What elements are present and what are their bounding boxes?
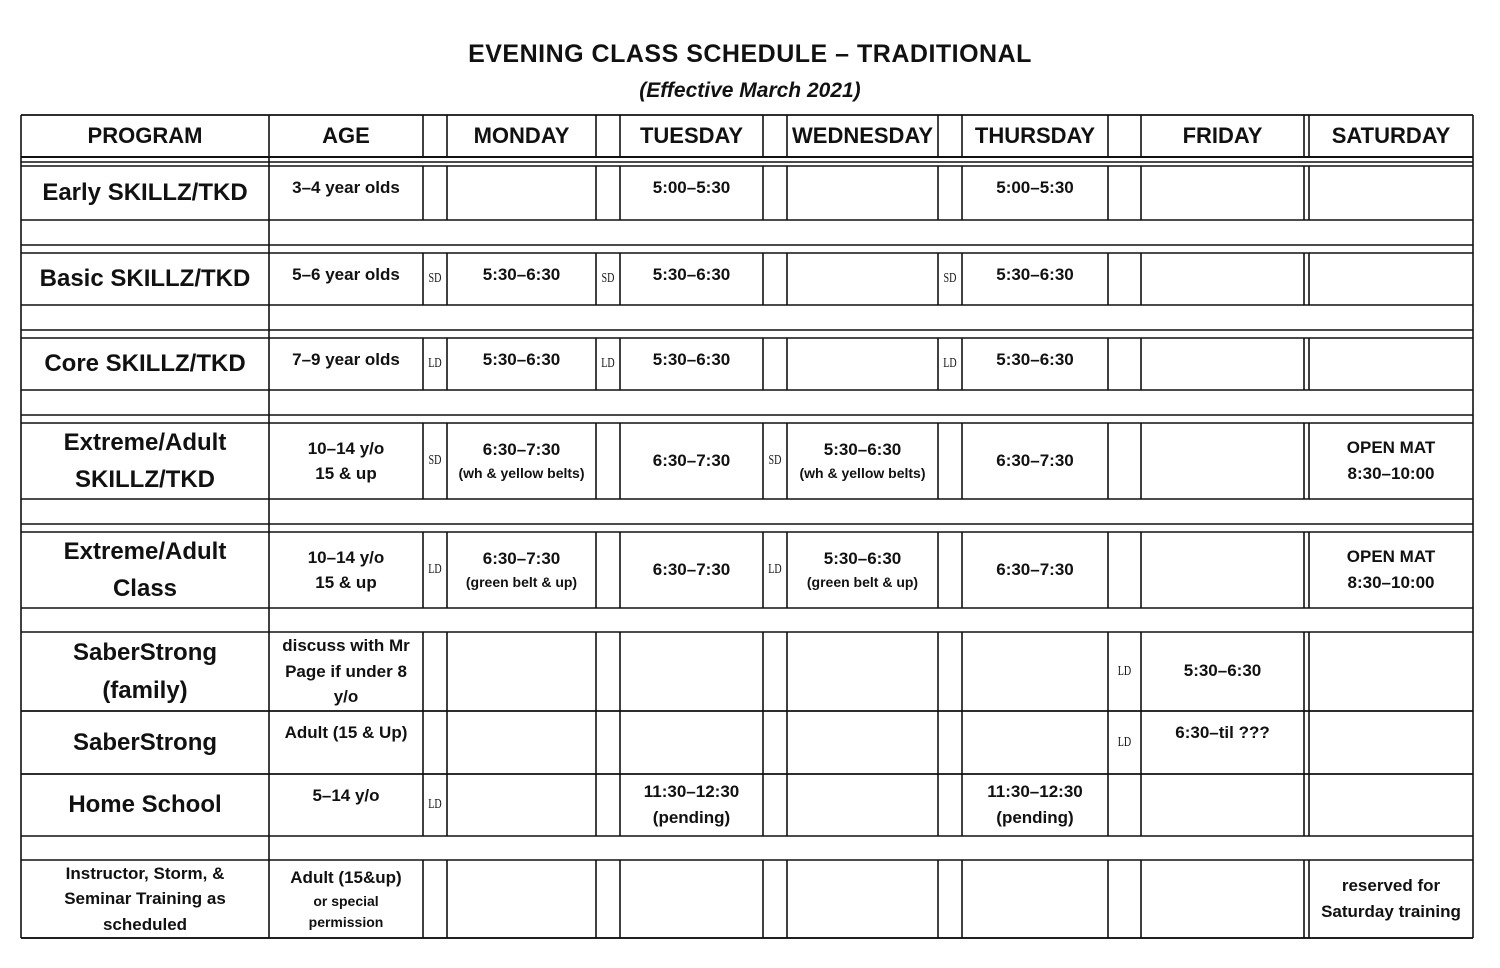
class-time-thu-line: 6:30–7:30	[996, 450, 1074, 470]
location-mark-fri	[1113, 711, 1137, 774]
class-time-sat-text	[1347, 544, 1435, 597]
header-thursday-text: THURSDAY	[974, 122, 1096, 148]
location-mark-mon-text: LD	[428, 562, 442, 578]
header-wednesday-text: WEDNESDAY	[792, 122, 933, 148]
class-time-sat	[1309, 532, 1473, 608]
location-mark-wed	[766, 423, 783, 499]
program-name-text	[68, 786, 221, 823]
class-time-tue-line: (pending)	[652, 808, 731, 827]
header-program	[21, 115, 269, 157]
class-time-tue	[620, 253, 763, 305]
location-mark-mon	[426, 532, 443, 608]
location-mark-tue	[599, 253, 616, 305]
class-time-wed-text	[799, 437, 925, 485]
age-range-line: 3–4 year olds	[292, 178, 400, 197]
location-mark-tue	[599, 338, 616, 390]
program-name-line: Extreme/Adult	[63, 537, 227, 565]
class-time-tue-text	[644, 779, 739, 832]
class-time-sat-line: Saturday training	[1321, 902, 1461, 921]
age-range-line: 7–9 year olds	[292, 350, 400, 369]
class-time-wed-text	[807, 546, 918, 594]
program-name-line: Early SKILLZ/TKD	[42, 179, 248, 207]
class-time-tue	[620, 423, 763, 499]
class-time-tue	[620, 338, 763, 390]
class-time-thu	[962, 166, 1108, 220]
program-name-line: scheduled	[102, 914, 188, 934]
header-age-text: AGE	[322, 122, 370, 148]
class-time-thu-text	[996, 557, 1074, 583]
class-time-sat-text	[1321, 873, 1461, 926]
location-mark-mon-text: SD	[428, 453, 442, 469]
class-time-mon-line: 6:30–7:30	[482, 439, 561, 459]
program-name	[21, 338, 269, 390]
program-name	[21, 711, 269, 774]
class-time-tue-line: 6:30–7:30	[652, 450, 731, 470]
class-time-thu-line: (pending)	[996, 808, 1074, 827]
program-name	[21, 166, 269, 220]
location-mark-mon	[426, 774, 443, 836]
age-range-text	[292, 262, 400, 288]
age-range-line: y/o	[333, 687, 359, 707]
class-time-tue	[620, 774, 763, 836]
class-time-tue-text	[653, 557, 731, 583]
class-time-sat-line: OPEN MAT	[1346, 437, 1436, 457]
location-mark-fri-text: LD	[1117, 663, 1132, 679]
class-time-fri	[1141, 632, 1304, 711]
class-time-thu-text	[996, 175, 1074, 201]
program-name-line: Core SKILLZ/TKD	[44, 350, 246, 378]
class-time-wed	[787, 423, 938, 499]
age-range	[269, 774, 423, 836]
age-range-line: Adult (15&up)	[290, 868, 402, 888]
program-name-text	[44, 345, 245, 382]
class-time-wed-line: 5:30–6:30	[823, 548, 902, 568]
program-name-line: (family)	[102, 676, 188, 704]
class-time-wed-line: (green belt & up)	[806, 574, 919, 591]
program-name-line: Basic SKILLZ/TKD	[39, 265, 251, 293]
page-title: EVENING CLASS SCHEDULE – TRADITIONAL	[468, 40, 1032, 68]
class-time-mon-text	[483, 347, 561, 373]
location-mark-mon	[426, 338, 443, 390]
class-time-thu-line: 5:30–6:30	[996, 350, 1074, 369]
class-time-fri-text	[1175, 720, 1269, 746]
program-name-text	[73, 634, 217, 708]
program-name-line: SaberStrong	[72, 639, 218, 667]
location-mark-mon-text: SD	[428, 271, 442, 287]
program-name-text	[64, 424, 227, 498]
location-mark-wed	[766, 532, 783, 608]
age-range-text	[308, 436, 385, 487]
class-time-tue-line: 6:30–7:30	[652, 559, 731, 579]
header-thursday	[962, 115, 1108, 157]
location-mark-mon-text: LD	[428, 356, 442, 372]
class-time-fri-line: 6:30–til ???	[1175, 723, 1270, 742]
location-mark-wed-text: SD	[768, 453, 782, 469]
class-time-tue-text	[653, 448, 731, 474]
class-time-tue-line: 5:00–5:30	[652, 178, 731, 197]
class-time-tue-line: 11:30–12:30	[643, 781, 740, 801]
program-name-line: SaberStrong	[72, 728, 218, 756]
program-name-line: Class	[112, 575, 178, 602]
location-mark-thu-text: LD	[943, 356, 957, 372]
age-range-line: 15 & up	[315, 573, 377, 592]
class-time-thu-line: 6:30–7:30	[996, 559, 1074, 579]
age-range-text	[282, 633, 410, 710]
age-range	[269, 423, 423, 499]
program-name-line: Seminar Training as	[64, 889, 226, 909]
age-range	[269, 253, 423, 305]
age-range-text	[292, 347, 400, 373]
header-program-text: PROGRAM	[87, 122, 203, 148]
header-tuesday-text: TUESDAY	[639, 122, 744, 148]
class-time-thu	[962, 338, 1108, 390]
age-range	[269, 338, 423, 390]
age-range-line: or special	[313, 892, 379, 909]
program-name-line: SKILLZ/TKD	[75, 466, 215, 493]
class-time-mon-text	[458, 437, 584, 485]
age-range-line: 5–6 year olds	[292, 265, 400, 284]
class-time-sat-text	[1347, 435, 1435, 488]
age-range-text	[312, 783, 379, 809]
program-name-line: Instructor, Storm, &	[65, 863, 225, 883]
program-name	[21, 532, 269, 608]
class-time-mon	[447, 338, 596, 390]
header-age	[269, 115, 423, 157]
program-name-line: Home School	[68, 791, 222, 819]
age-range-text	[290, 865, 401, 933]
class-time-tue-text	[653, 175, 731, 201]
age-range-line: Page if under 8	[285, 661, 407, 681]
location-mark-tue-text: SD	[601, 271, 615, 287]
class-time-thu-line: 5:00–5:30	[996, 178, 1074, 197]
class-time-tue-text	[653, 262, 731, 288]
age-range-text	[308, 545, 385, 596]
program-name-text	[64, 861, 226, 938]
age-range-line: 10–14 y/o	[307, 438, 385, 458]
class-time-mon-text	[466, 546, 577, 594]
class-time-tue	[620, 532, 763, 608]
age-range	[269, 532, 423, 608]
class-time-thu-text	[996, 448, 1074, 474]
age-range	[269, 860, 423, 938]
program-name	[21, 860, 269, 938]
class-time-thu	[962, 423, 1108, 499]
program-name-text	[42, 174, 247, 211]
header-friday	[1141, 115, 1304, 157]
class-time-tue-text	[653, 347, 731, 373]
class-time-mon	[447, 253, 596, 305]
class-time-thu-text	[996, 262, 1074, 288]
age-range-text	[285, 720, 408, 746]
class-time-mon-line: (wh & yellow belts)	[458, 465, 585, 482]
class-time-thu	[962, 774, 1108, 836]
page-subtitle: (Effective March 2021)	[639, 79, 861, 102]
class-time-wed-line: 5:30–6:30	[823, 439, 902, 459]
header-wednesday	[787, 115, 938, 157]
class-time-fri-text	[1184, 658, 1262, 684]
class-time-sat-line: reserved for	[1341, 875, 1441, 895]
location-mark-tue-text: LD	[601, 356, 615, 372]
program-name	[21, 253, 269, 305]
class-time-thu	[962, 253, 1108, 305]
class-time-thu-text	[987, 779, 1082, 832]
class-time-thu-text	[996, 347, 1074, 373]
age-range-line: 10–14 y/o	[307, 547, 385, 567]
class-time-mon	[447, 423, 596, 499]
program-name	[21, 423, 269, 499]
class-time-tue-line: 5:30–6:30	[652, 265, 731, 284]
class-time-sat-line: 8:30–10:00	[1347, 464, 1435, 483]
header-monday	[447, 115, 596, 157]
age-range	[269, 166, 423, 220]
location-mark-thu	[941, 253, 958, 305]
location-mark-mon	[426, 423, 443, 499]
header-monday-text: MONDAY	[473, 122, 570, 148]
location-mark-thu	[941, 338, 958, 390]
class-time-mon	[447, 532, 596, 608]
class-time-sat-line: OPEN MAT	[1346, 546, 1436, 566]
header-friday-text: FRIDAY	[1182, 122, 1263, 148]
program-name-text	[73, 724, 217, 761]
header-saturday-text: SATURDAY	[1331, 122, 1451, 148]
class-time-mon-text	[483, 262, 561, 288]
class-time-mon-line: 5:30–6:30	[482, 350, 561, 369]
program-name	[21, 774, 269, 836]
location-mark-mon-text: LD	[428, 797, 442, 813]
class-time-tue-line: 5:30–6:30	[652, 350, 731, 369]
class-time-sat	[1309, 423, 1473, 499]
class-time-thu-line: 5:30–6:30	[996, 265, 1074, 284]
program-name-text	[64, 533, 227, 607]
age-range-line: 5–14 y/o	[312, 786, 380, 805]
program-name	[21, 632, 269, 711]
program-name-text	[40, 260, 251, 297]
location-mark-mon	[426, 253, 443, 305]
class-time-thu-line: 11:30–12:30	[987, 781, 1083, 801]
class-time-wed-line: (wh & yellow belts)	[799, 465, 926, 482]
class-time-sat	[1309, 860, 1473, 938]
class-time-mon-line: 6:30–7:30	[482, 548, 561, 568]
age-range	[269, 711, 423, 774]
class-time-mon-line: (green belt & up)	[465, 574, 578, 591]
class-time-mon-line: 5:30–6:30	[482, 265, 561, 284]
age-range-text	[292, 175, 400, 201]
location-mark-thu-text: SD	[943, 271, 957, 287]
age-range-line: Adult (15 & Up)	[284, 723, 408, 742]
class-time-wed	[787, 532, 938, 608]
class-time-thu	[962, 532, 1108, 608]
class-time-tue	[620, 166, 763, 220]
location-mark-fri	[1113, 632, 1137, 711]
program-name-line: Extreme/Adult	[63, 428, 227, 456]
age-range-line: 15 & up	[315, 464, 377, 483]
location-mark-wed-text: LD	[768, 562, 782, 578]
header-saturday	[1309, 115, 1473, 157]
age-range	[269, 632, 423, 711]
class-time-fri-line: 5:30–6:30	[1183, 661, 1262, 681]
age-range-line: discuss with Mr	[282, 636, 410, 656]
location-mark-fri-text: LD	[1117, 734, 1132, 750]
header-tuesday	[620, 115, 763, 157]
class-time-fri	[1141, 711, 1304, 774]
class-time-sat-line: 8:30–10:00	[1347, 573, 1435, 592]
age-range-line: permission	[308, 913, 384, 930]
